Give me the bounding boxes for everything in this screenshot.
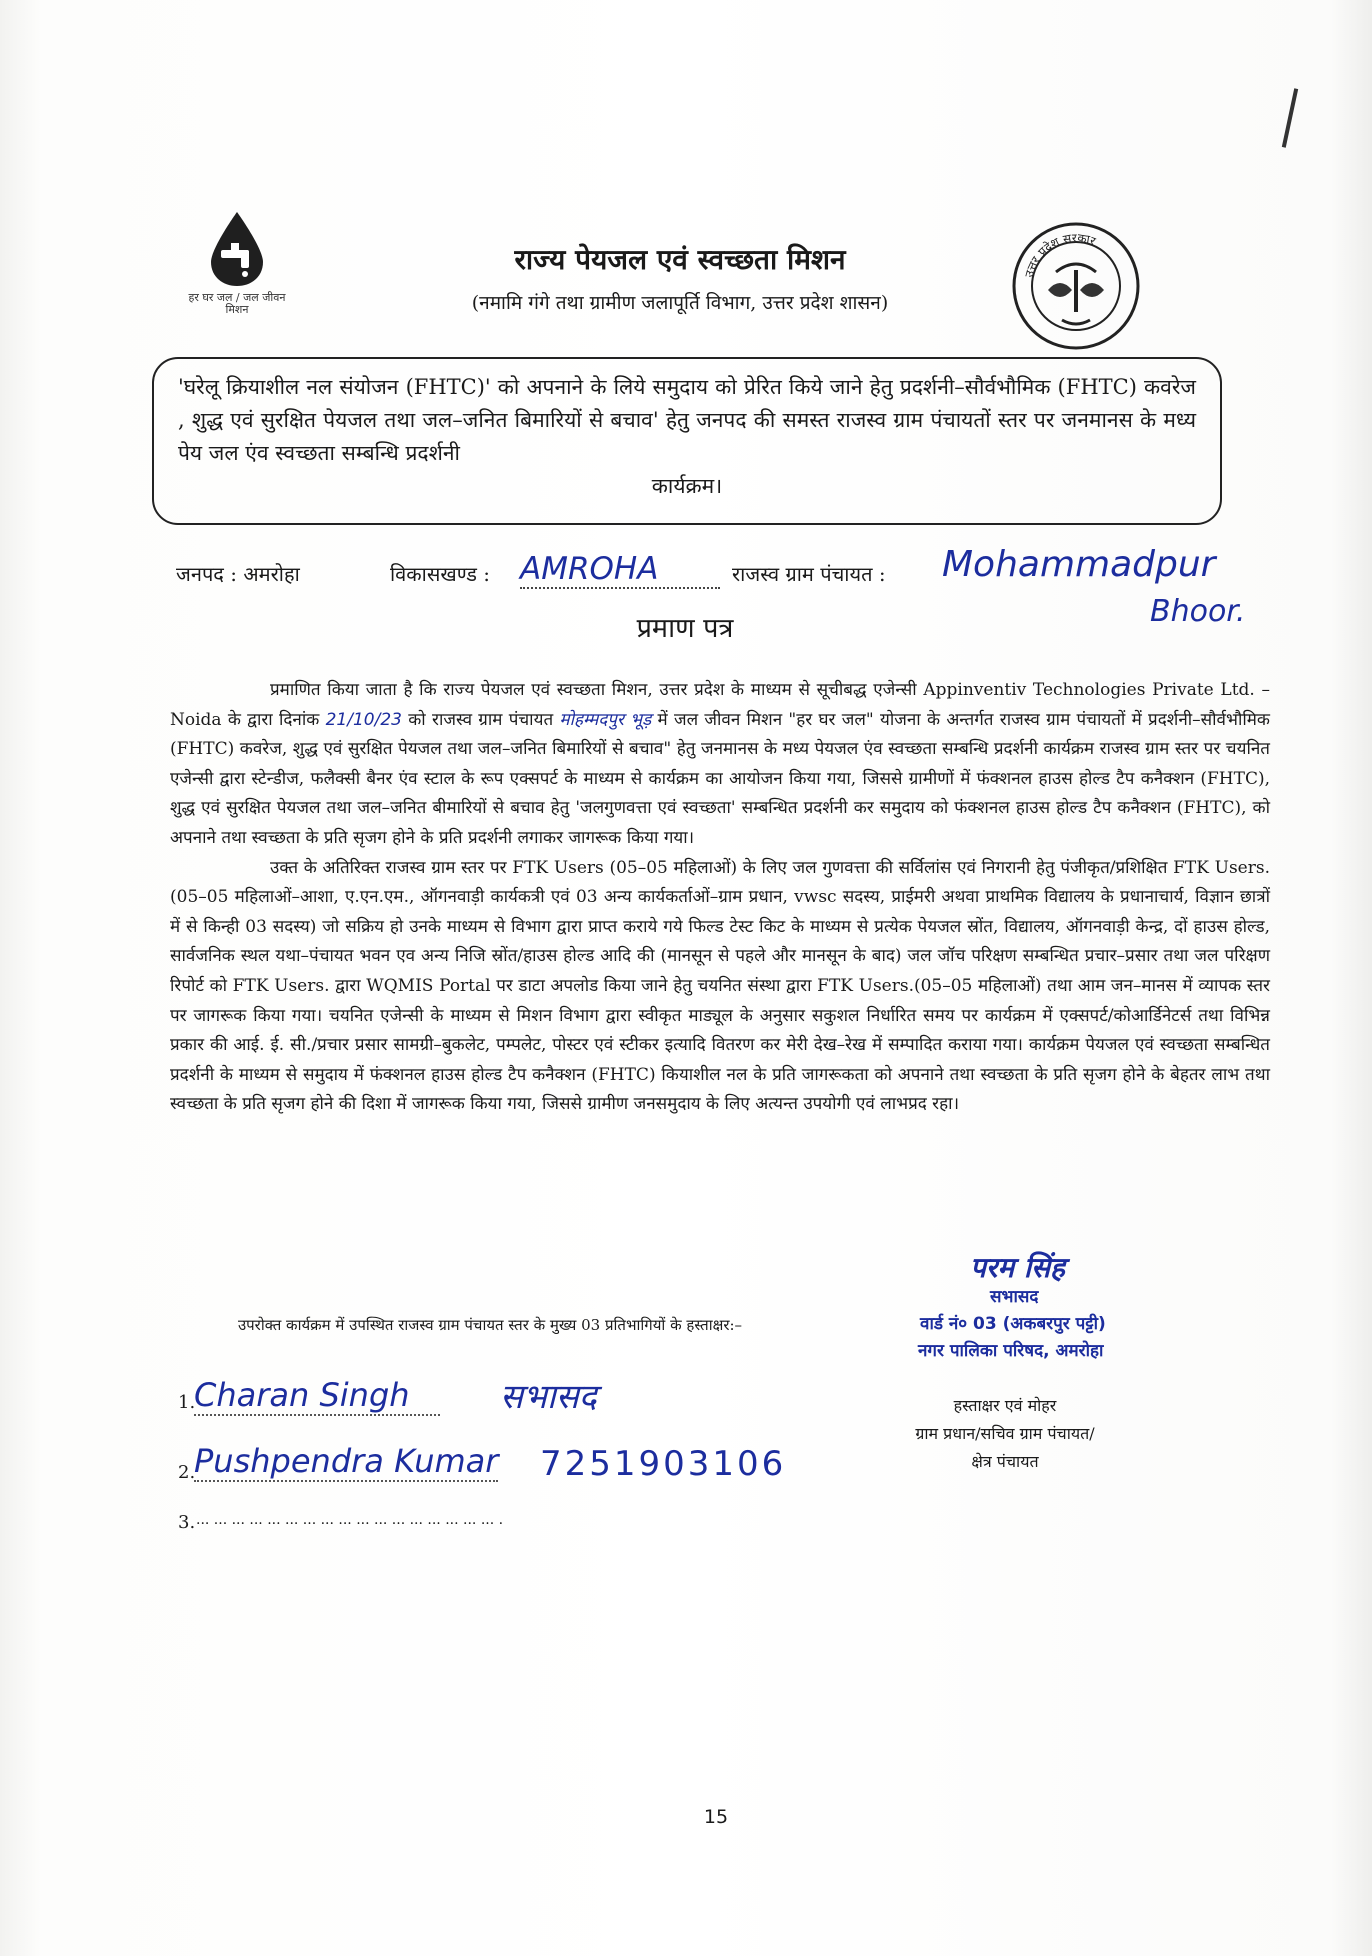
participant-2-phone: 7251903106 bbox=[540, 1444, 787, 1484]
banner-text: 'घरेलू क्रियाशील नल संयोजन (FHTC)' को अपनाने के लिये समुदाय को प्रेरित किये जाने हेतु प्रदर्शनी–सौर्वभौमिक (FHTC) कवरेज , शुद्ध एवं सुरक्षित पेयजल तथा जल–जनित बिमारियों से बचाव' हेतु जनपद की समस्त राजस्व ग्राम पंचायतों स्तर पर जनमानस के मध्य पेय जल एंव स्वच्छता सम्बन्धि प्रदर्शनी bbox=[178, 375, 1196, 465]
har-ghar-jal-logo bbox=[182, 210, 292, 330]
official-stamp bbox=[900, 1252, 1200, 1365]
organisation-subtitle: (नमामि गंगे तथा ग्रामीण जलापूर्ति विभाग, उत्तर प्रदेश शासन) bbox=[471, 292, 889, 314]
participant-1-role: सभासद bbox=[500, 1377, 597, 1417]
stamp-council: नगर पालिका परिषद, अमरोहा bbox=[918, 1341, 1104, 1361]
logo-tagline: हर घर जल / जल जीवन मिशन bbox=[188, 291, 286, 316]
stamp-signature: परम सिंह bbox=[970, 1251, 1065, 1284]
page-number: 15 bbox=[703, 1806, 729, 1828]
body-p1-part-b: को राजस्व ग्राम पंचायत bbox=[408, 709, 554, 730]
pen-stroke-mark bbox=[1282, 88, 1298, 148]
body-paragraph-1 bbox=[170, 676, 1270, 854]
signature-caption: हस्ताक्षर एवं मोहर bbox=[953, 1396, 1057, 1415]
panchayat-value: Mohammadpur bbox=[942, 544, 1216, 585]
emblem-icon bbox=[1010, 220, 1142, 352]
district-label: जनपद : अमरोहा bbox=[176, 562, 300, 586]
certificate-title: प्रमाण पत्र bbox=[636, 613, 734, 644]
banner-text-end: कार्यक्रम। bbox=[651, 474, 723, 498]
svg-text:उत्तर प्रदेश सरकार bbox=[1022, 231, 1099, 279]
participant-number-3: 3. bbox=[178, 1512, 196, 1533]
stamp-designation: सभासद bbox=[990, 1287, 1039, 1307]
participant-2-name: Pushpendra Kumar bbox=[194, 1442, 499, 1480]
participant-number-1: 1. bbox=[178, 1392, 196, 1413]
participant-1-name: Charan Singh bbox=[194, 1376, 440, 1416]
stamp-ward: वार्ड नं० 03 (अकबरपुर पट्टी) bbox=[920, 1314, 1106, 1334]
event-date: 21/10/23 bbox=[325, 709, 402, 730]
seal-text: उत्तर प्रदेश सरकार bbox=[1021, 230, 1098, 279]
certificate-body bbox=[170, 676, 1270, 1120]
block-label: विकासखण्ड : bbox=[390, 562, 491, 586]
participants-note: उपरोक्त कार्यक्रम में उपस्थित राजस्व ग्राम पंचायत स्तर के मुख्य 03 प्रतिभागियों के हस्ताक्षर:– bbox=[237, 1316, 743, 1334]
signature-block bbox=[850, 1392, 1160, 1476]
event-place: मोहम्मदपुर भूड़ bbox=[559, 709, 652, 730]
panchayat-label: राजस्व ग्राम पंचायत : bbox=[732, 562, 886, 586]
body-paragraph-2: उक्त के अतिरिक्त राजस्व ग्राम स्तर पर FTK Users (05–05 महिलाओं) के लिए जल गुणवत्ता की सर्विलांस एवं निगरानी हेतु पंजीकृत/प्रशिक्षित FTK Users.(05–05 महिलाओं–आशा, ए.एन.एम., ऑगनवाड़ी कार्यकत्री एवं 03 अन्य कार्यकर्ताओं–ग्राम प्रधान, vwsc सदस्य, प्राईमरी अथवा प्राथमिक विद्यालय के प्रधानाचार्य, विज्ञान छात्रों में से किन्ही 03 सदस्य) जो सक्रिय हो उनके माध्यम से विभाग द्वारा प्राप्त कराये गये फिल्ड टेस्ट किट के माध्यम से प्रत्येक पेयजल स्रोंत, विद्यालय, ऑगनवाड़ी केन्द्र, दों हाउस होल्ड, सार्वजनिक स्थल यथा–पंचायत भवन एव अन्य निजि स्रोंत/हाउस होल्ड आदि की (मानसून से पहले और मानसून के बाद) जल जॉच परिक्षण सम्बन्धित प्रचार–प्रसार तथा जल परिक्षण रिपोर्ट को FTK Users. द्वारा WQMIS Portal पर डाटा अपलोड किया जाने हेतु चयनित संस्था द्वारा FTK Users.(05–05 महिलाओं) तथा आम जन–मानस में व्यापक स्तर पर जागरूक किया गया। चयनित एजेन्सी के माध्यम से मिशन विभाग द्वारा स्वीकृत माड्यूल के अनुसार सकुशल निर्धारित समय पर कार्यक्रम में एक्सपर्ट/कोआर्डिनेटर्स तथा विभिन्न प्रकार की आई. ई. सी./प्रचार प्रसार सामग्री–बुकलेट, पम्पलेट, पोस्टर एवं स्टीकर इत्यादि वितरण कर मेरी देख–रेख में सम्पादित कराया गया। कार्यक्रम पेयजल एवं स्वच्छता सम्बन्धित प्रदर्शनी के माध्यम से समुदाय में फंक्शनल हाउस होल्ड टैप कनैक्शन (FHTC) कियाशील नल के प्रति जागरूकता को अपनाने तथा स्वच्छता के प्रति सृजग होने के बेहतर लाभ तथा स्वच्छता के प्रति सृजग होने की दिशा में जागरूक किया गया, जिससे ग्रामीण जनसमुदाय के लिए अत्यन्त उपयोगी एवं लाभप्रद रहा। bbox=[170, 857, 1270, 1115]
body-p1-part-a: प्रमाणित किया जाता है कि राज्य पेयजल एवं स्वच्छता मिशन, उत्तर प्रदेश के माध्यम से सूचीबद्ध एजेन्सी Appinventiv Technologies Private Ltd. – Noida के द्वारा दिनांक bbox=[170, 680, 1270, 730]
panchayat-value-cont: Bhoor. bbox=[1150, 594, 1246, 629]
up-government-seal bbox=[1010, 220, 1142, 352]
body-p1-part-c: में जल जीवन मिशन "हर घर जल" योजना के अन्तर्गत राजस्व ग्राम पंचायतों में प्रदर्शनी–सौर्वभौमिक (FHTC) कवरेज, शुद्ध एवं सुरक्षित पेयजल तथा जल–जनित बिमारियों से बचाव" हेतु जनमानस के मध्य पेयजल एंव स्वच्छता सम्बन्धि प्रदर्शनी कार्यक्रम राजस्व ग्राम स्तर पर चयनित एजेन्सी द्वारा स्टेन्डीज, फलैक्सी बैनर एंव स्टाल के रूप एक्सपर्ट के माध्यम से कार्यक्रम का आयोजन किया गया, जिससे ग्रामीणों में फंक्शनल हाउस होल्ड टैप कनैक्शन (FHTC), शुद्ध एवं सुरक्षित पेयजल तथा जल–जनित बीमारियों से बचाव हेतु 'जलगुणवत्ता एवं स्वच्छता' सम्बन्धित प्रदर्शनी कर समुदाय को फंक्शनल हाउस होल्ड टैप कनैक्शन (FHTC), को अपनाने तथा स्वच्छता के प्रति सृजग होने के प्रति प्रदर्शनी लगाकर जागरूक किया गया। bbox=[170, 709, 1270, 848]
water-drop-tap-icon bbox=[207, 210, 267, 288]
organisation-title: राज्य पेयजल एवं स्वच्छता मिशन bbox=[514, 243, 846, 276]
programme-banner bbox=[152, 357, 1222, 525]
signature-designation-cont: क्षेत्र पंचायत bbox=[971, 1452, 1039, 1471]
signature-designation: ग्राम प्रधान/सचिव ग्राम पंचायत/ bbox=[915, 1424, 1095, 1443]
block-value: AMROHA bbox=[520, 551, 720, 589]
participant-3-blank: ... ... ... ... ... ... ... ... ... ... ... ... ... ... ... ... ... . bbox=[196, 1512, 504, 1528]
participant-number-2: 2. bbox=[178, 1462, 196, 1483]
